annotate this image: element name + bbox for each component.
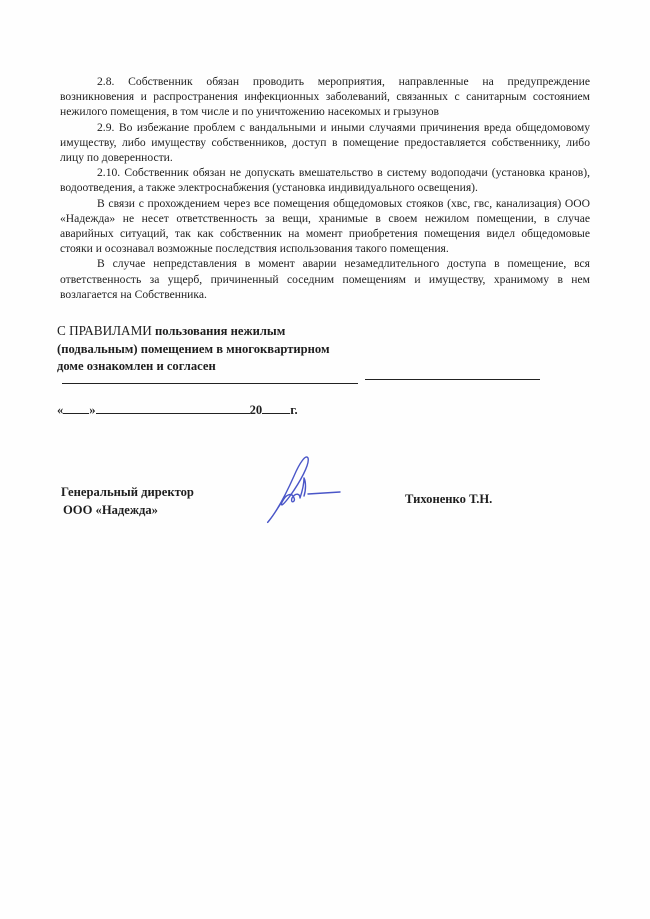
signature-underline[interactable] xyxy=(62,383,358,384)
paragraph-2-8: 2.8. Собственник обязан проводить мероприятия, направленные на предупреждение возникновения и распространения инфекционных заболеваний, связанных с санитарным состоянием нежилого помещения, в том числе и по уничтожению насекомых и грызунов xyxy=(60,75,590,119)
paragraph-access: В случае непредставления в момент аварии незамедлительного доступа в помещение, вся ответственность за ущерб, причиненный соседним помещениям и имуществу, хранимому в нем возлагается на Собственника. xyxy=(60,257,590,301)
paragraph-2-9: 2.9. Во избежание проблем с вандальными и иными случаями причинения вреда общедомовому имуществу, либо имуществу собственников, доступ в помещение предоставляется собственнику, либо лицу по доверенности. xyxy=(60,120,590,165)
rules-body xyxy=(60,74,590,302)
handwritten-signature xyxy=(260,452,360,527)
year-suffix: г. xyxy=(290,403,298,417)
signatory-position: Генеральный директор xyxy=(61,485,194,499)
acknowledgement-block xyxy=(57,322,330,376)
month-blank[interactable] xyxy=(96,401,250,414)
name-underline[interactable] xyxy=(365,379,540,380)
year-prefix: 20 xyxy=(249,403,263,417)
paragraph-2-10: 2.10. Собственник обязан не допускать вмешательство в систему водоподачи (установка кранов), водоотведения, а также электроснабжения (установка индивидуального освещения). xyxy=(60,166,590,195)
year-blank[interactable] xyxy=(262,401,290,414)
date-line xyxy=(57,401,298,418)
day-blank[interactable] xyxy=(63,401,89,414)
acknowledgement-line-1-rest: пользования нежилым xyxy=(151,324,286,338)
acknowledgement-line-2: (подвальным) помещением в многоквартирном xyxy=(57,341,330,356)
paragraph-risers: В связи с прохождением через все помещения общедомовых стояков (хвс, гвс, канализация) ООО «Надежда» не несет ответственность за вещи, хранимые в своем нежилом помещении, в случае аварийных ситуаций, так как собственник на момент приобретения помещения видел общедомовые стояки и осознавал возможные последствия использования такого помещения. xyxy=(60,196,590,256)
acknowledgement-line-3: доме ознакомлен и согласен xyxy=(57,359,216,373)
signatory-company: ООО «Надежда» xyxy=(63,503,158,517)
signatory-name: Тихоненко Т.Н. xyxy=(405,492,493,506)
signature-loop xyxy=(267,496,286,523)
date-open-quote: « xyxy=(57,403,64,417)
date-close-quote: » xyxy=(89,403,96,417)
acknowledgement-line-1 xyxy=(57,322,330,341)
acknowledgement-caps: С ПРАВИЛАМИ xyxy=(57,323,152,338)
signature-stroke xyxy=(268,457,340,522)
signatory-title xyxy=(61,483,194,519)
